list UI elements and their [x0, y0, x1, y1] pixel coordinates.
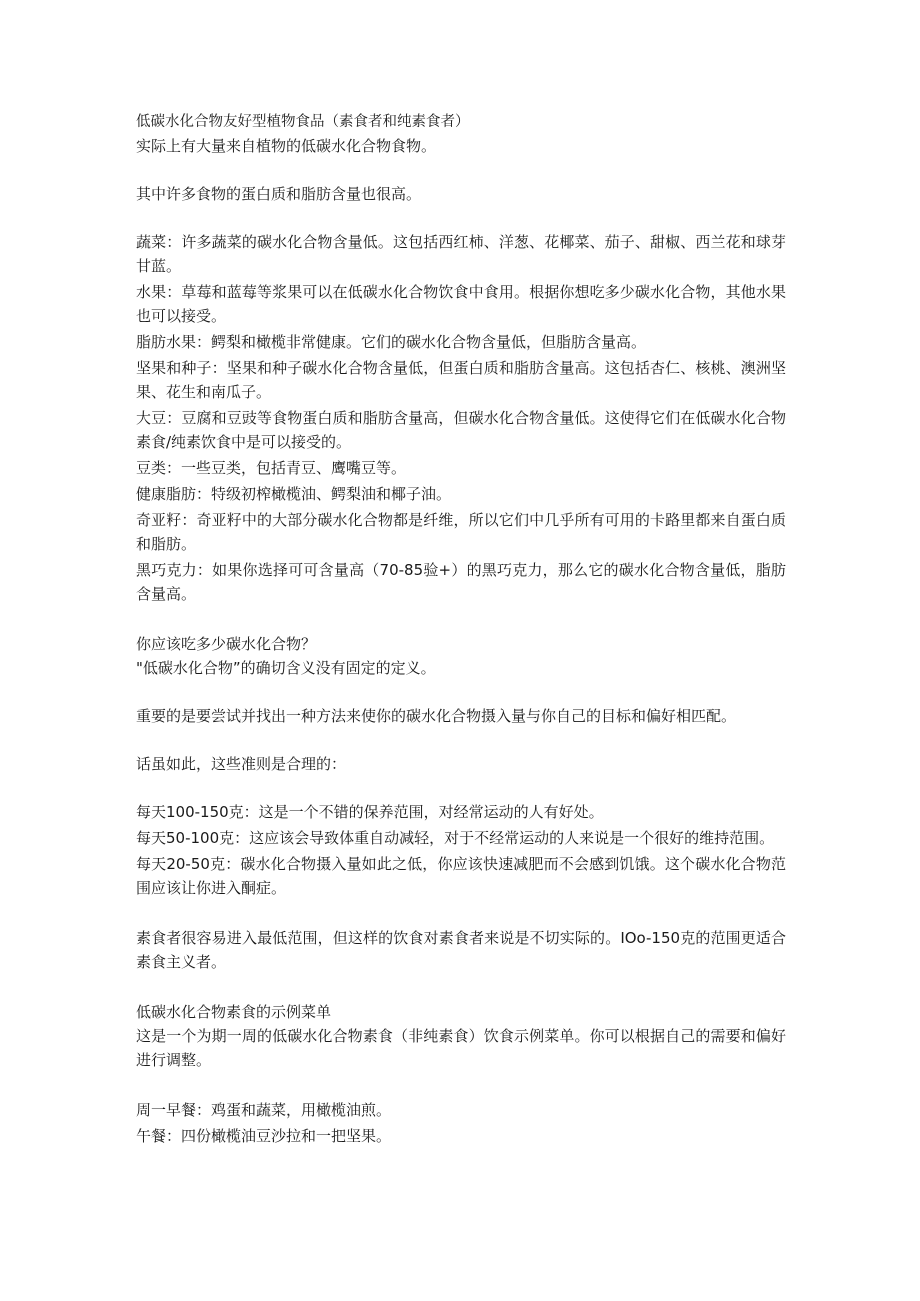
- food-item-fruits: 水果：草莓和蓝莓等浆果可以在低碳水化合物饮食中食用。根据你想吃多少碳水化合物，其他水果也可以接受。: [136, 283, 786, 325]
- food-item-chia: 奇亚籽：奇亚籽中的大部分碳水化合物都是纤维，所以它们中几乎所有可用的卡路里都来自蛋白质和脂肪。: [136, 511, 786, 553]
- spacer: [136, 976, 786, 1000]
- intro-line-2: 其中许多食物的蛋白质和脂肪含量也很高。: [136, 185, 422, 203]
- document-page: [136, 110, 786, 1150]
- spacer: [136, 1074, 786, 1098]
- spacer: [136, 680, 786, 704]
- food-item-soy: 大豆：豆腐和豆豉等食物蛋白质和脂肪含量高，但碳水化合物含量低。这使得它们在低碳水化合物素食/纯素饮食中是可以接受的。: [136, 409, 786, 451]
- spacer: [136, 902, 786, 926]
- spacer: [136, 728, 786, 752]
- paragraph-guidelines: 话虽如此，这些准则是合理的：: [136, 755, 347, 773]
- spacer: [136, 158, 786, 182]
- paragraph-menu-intro: 这是一个为期一周的低碳水化合物素食（非纯素食）饮食示例菜单。你可以根据自己的需要和偏好进行调整。: [136, 1027, 786, 1069]
- menu-item-lunch: 午餐：四份橄榄油豆沙拉和一把坚果。: [136, 1127, 392, 1145]
- food-item-vegetables: 蔬菜：许多蔬菜的碳水化合物含量低。这包括西红柿、洋葱、花椰菜、茄子、甜椒、西兰花和球芽甘蓝。: [136, 233, 786, 275]
- food-item-fatty-fruits: 脂肪水果：鳄梨和橄榄非常健康。它们的碳水化合物含量低，但脂肪含量高。: [136, 333, 647, 351]
- food-item-legumes: 豆类：一些豆类，包括青豆、鹰嘴豆等。: [136, 459, 407, 477]
- food-item-dark-chocolate: 黑巧克力：如果你选择可可含量高（70-85验+）的黑巧克力，那么它的碳水化合物含量低，脂肪含量高。: [136, 561, 786, 603]
- section-heading-sample-menu: 低碳水化合物素食的示例菜单: [136, 1003, 332, 1021]
- spacer: [136, 608, 786, 632]
- document-heading: 低碳水化合物友好型植物食品（素食者和纯素食者）: [136, 114, 470, 130]
- food-item-healthy-fats: 健康脂肪：特级初榨橄榄油、鳄梨油和椰子油。: [136, 485, 452, 503]
- intro-line-1: 实际上有大量来自植物的低碳水化合物食物。: [136, 137, 437, 155]
- definition-quote: "低碳水化合物”的确切含义没有固定的定义。: [136, 659, 436, 677]
- paragraph-match-goals: 重要的是要尝试并找出一种方法来使你的碳水化合物摄入量与你自己的目标和偏好相匹配。: [136, 707, 737, 725]
- section-heading-carb-amount: 你应该吃多少碳水化合物？: [136, 635, 317, 653]
- food-item-nuts-seeds: 坚果和种子：坚果和种子碳水化合物含量低，但蛋白质和脂肪含量高。这包括杏仁、核桃、澳洲坚果、花生和南瓜子。: [136, 359, 786, 401]
- range-item-100-150: 每天100-150克：这是一个不错的保养范围，对经常运动的人有好处。: [136, 803, 604, 821]
- paragraph-vegetarian-range: 素食者很容易进入最低范围，但这样的饮食对素食者来说是不切实际的。IOo-150克的范围更适合素食主义者。: [136, 929, 786, 971]
- spacer: [136, 776, 786, 800]
- spacer: [136, 206, 786, 230]
- range-item-50-100: 每天50-100克：这应该会导致体重自动减轻，对于不经常运动的人来说是一个很好的维持范围。: [136, 829, 775, 847]
- menu-item-monday-breakfast: 周一早餐：鸡蛋和蔬菜，用橄榄油煎。: [136, 1101, 392, 1119]
- range-item-20-50: 每天20-50克：碳水化合物摄入量如此之低，你应该快速减肥而不会感到饥饿。这个碳水化合物范围应该让你进入酮症。: [136, 855, 786, 897]
